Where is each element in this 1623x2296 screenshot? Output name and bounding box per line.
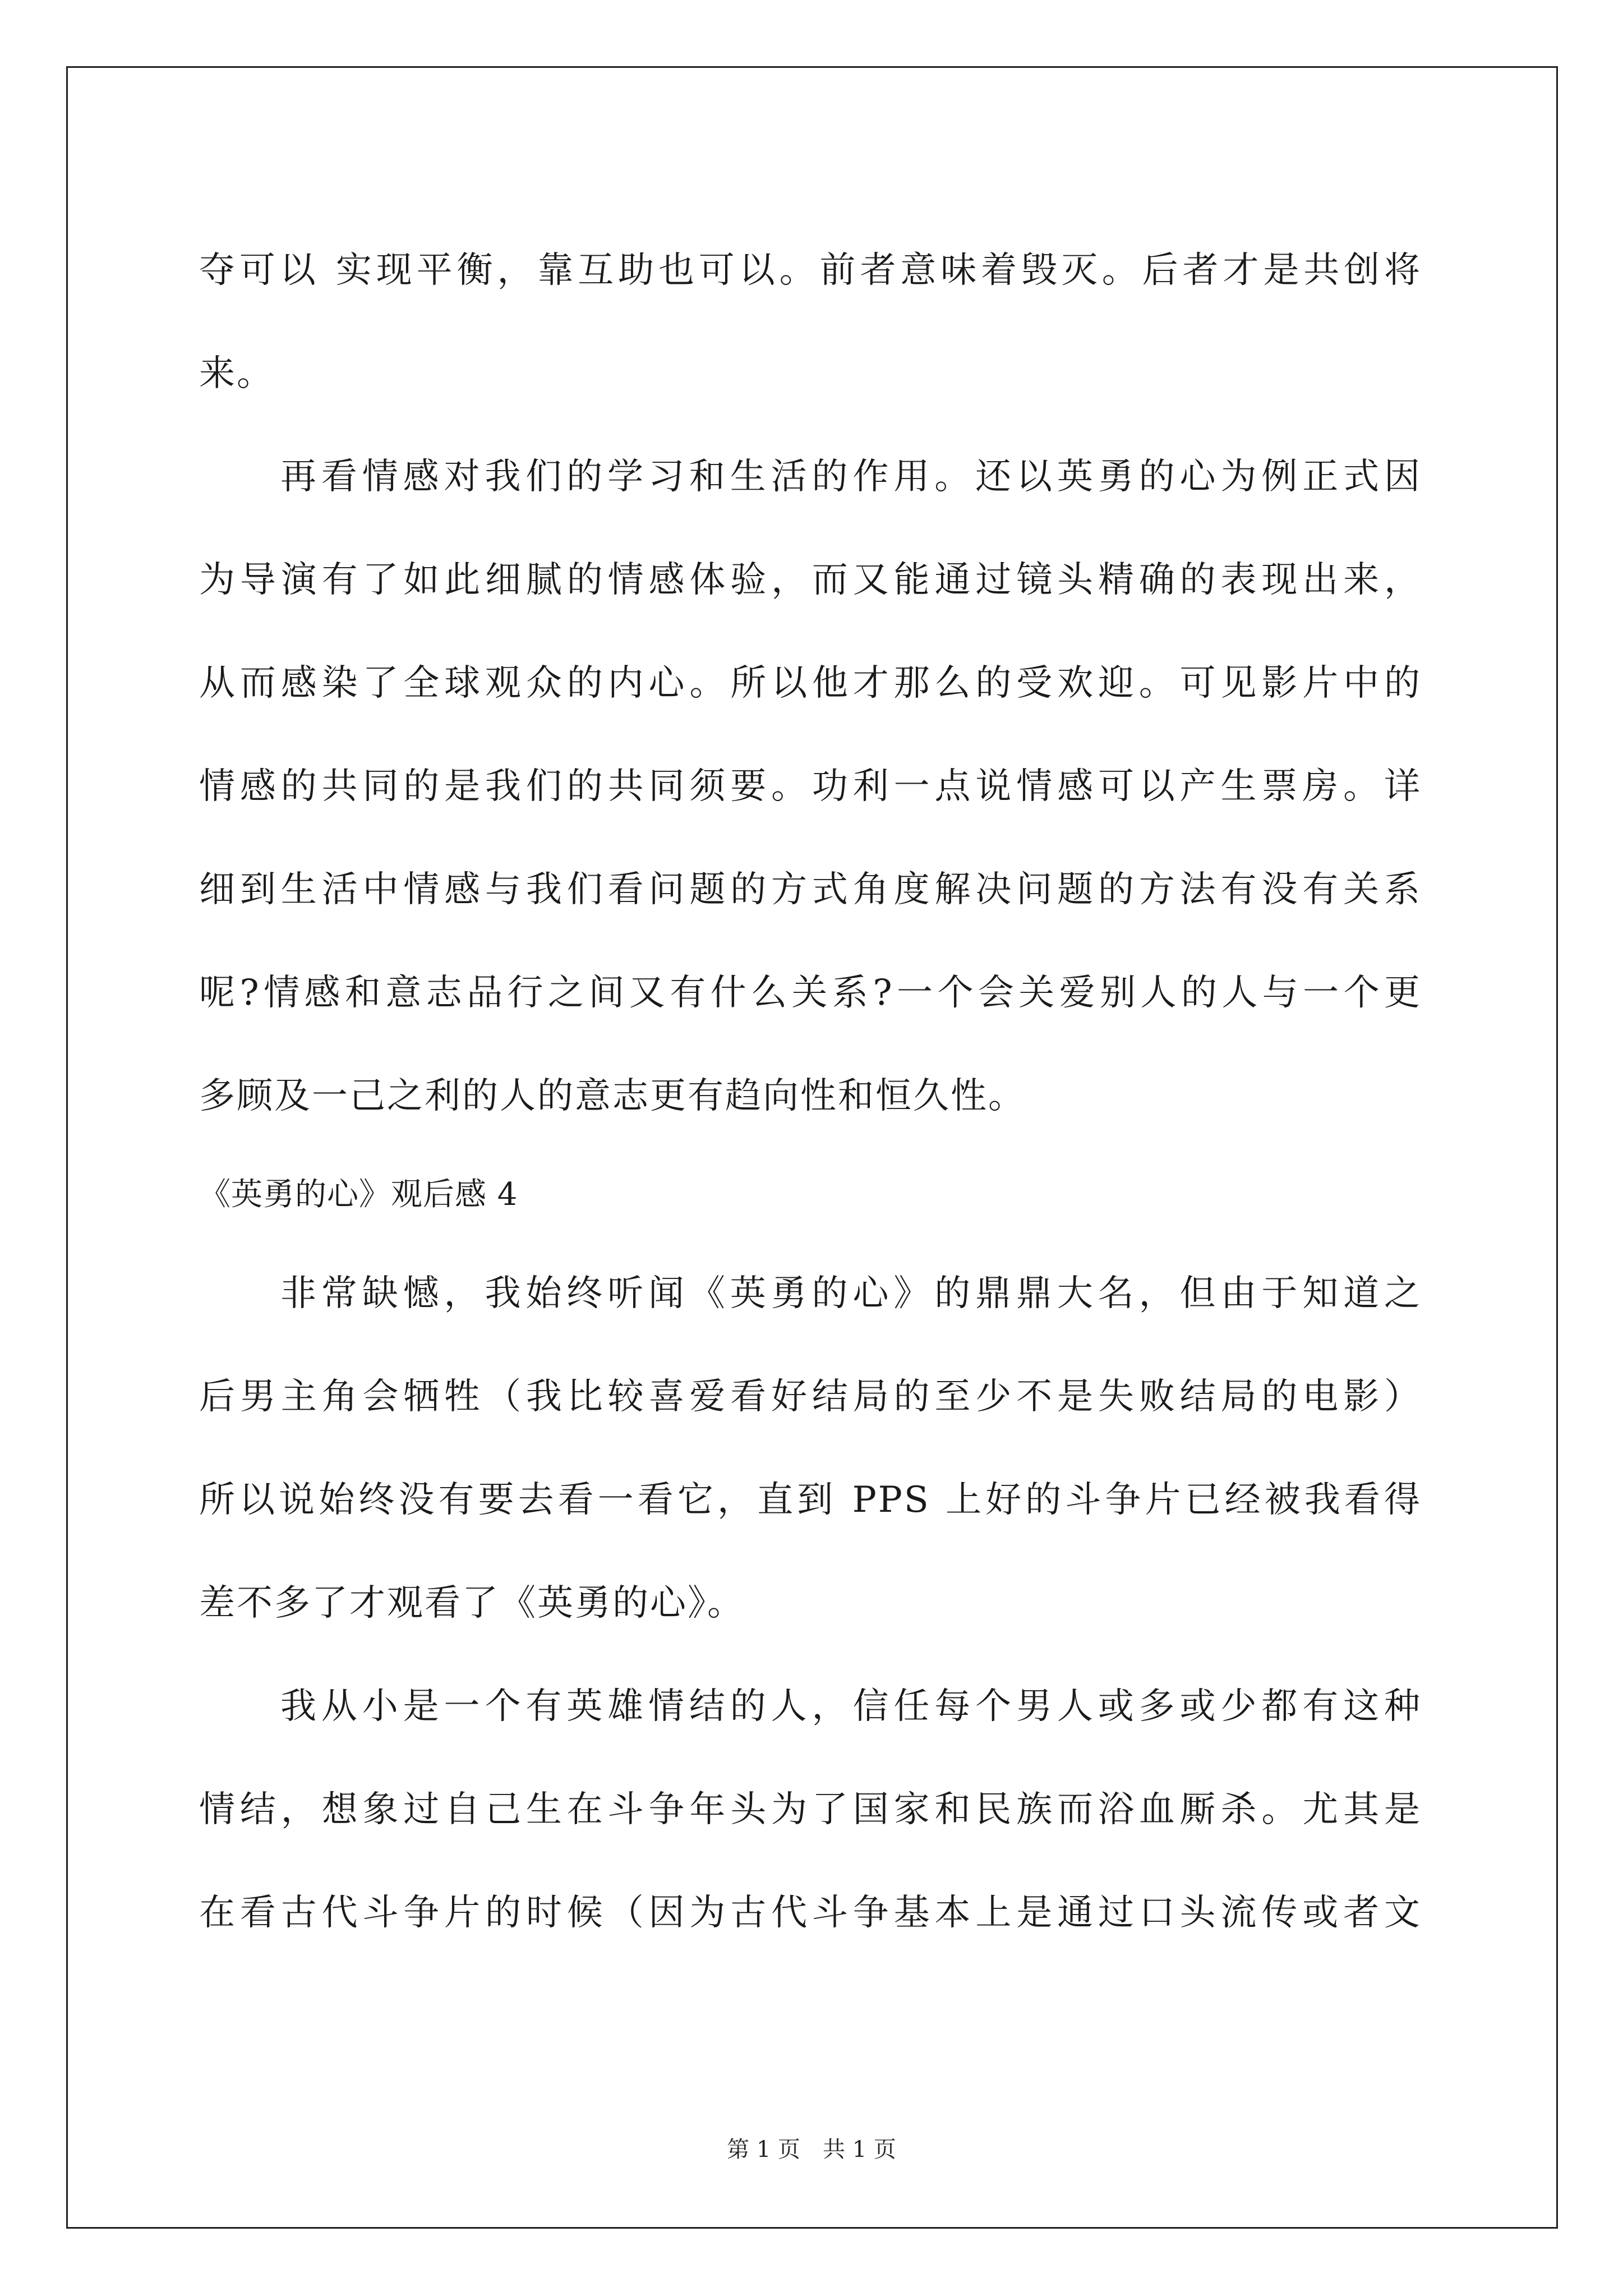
text-line: 后男主角会牺牲（我比较喜爱看好结局的至少不是失败结局的电影） [199,1376,1422,1418]
text-line: 来。 [199,353,274,394]
text-line: 再看情感对我们的学习和生活的作用。还以英勇的心为例正式因 [280,456,1422,498]
text-line: 在看古代斗争片的时候（因为古代斗争基本上是通过口头流传或者文 [199,1892,1422,1934]
page-footer [0,2132,1623,2164]
text-line: 夺可以 实现平衡，靠互助也可以。前者意味着毁灭。后者才是共创将 [199,250,1422,291]
text-line: 呢?情感和意志品行之间又有什么关系?一个会关爱别人的人与一个更 [199,972,1422,1014]
document-body [199,219,1422,1964]
text-line: 情结，想象过自己生在斗争年头为了国家和民族而浴血厮杀。尤其是 [199,1789,1422,1830]
text-line: 情感的共同的是我们的共同须要。功利一点说情感可以产生票房。详 [199,766,1422,807]
text-line: 多顾及一己之利的人的意志更有趋向性和恒久性。 [199,1075,1026,1117]
text-line: 所以说始终没有要去看一看它，直到 PPS 上好的斗争片已经被我看得 [199,1479,1422,1521]
page-number-label: 第 1 页 共 1 页 [727,2137,896,2162]
text-line: 细到生活中情感与我们看问题的方式角度解决问题的方法有没有关系 [199,869,1422,910]
section-heading: 《英勇的心》观后感 4 [199,1176,518,1213]
text-line: 为导演有了如此细腻的情感体验，而又能通过镜头精确的表现出来， [199,559,1422,601]
text-line: 差不多了才观看了《英勇的心》。 [199,1582,745,1624]
text-line: 从而感染了全球观众的内心。所以他才那么的受欢迎。可见影片中的 [199,662,1422,704]
text-line: 我从小是一个有英雄情结的人，信任每个男人或多或少都有这种 [280,1686,1422,1727]
text-line: 非常缺憾，我始终听闻《英勇的心》的鼎鼎大名，但由于知道之 [280,1273,1422,1314]
